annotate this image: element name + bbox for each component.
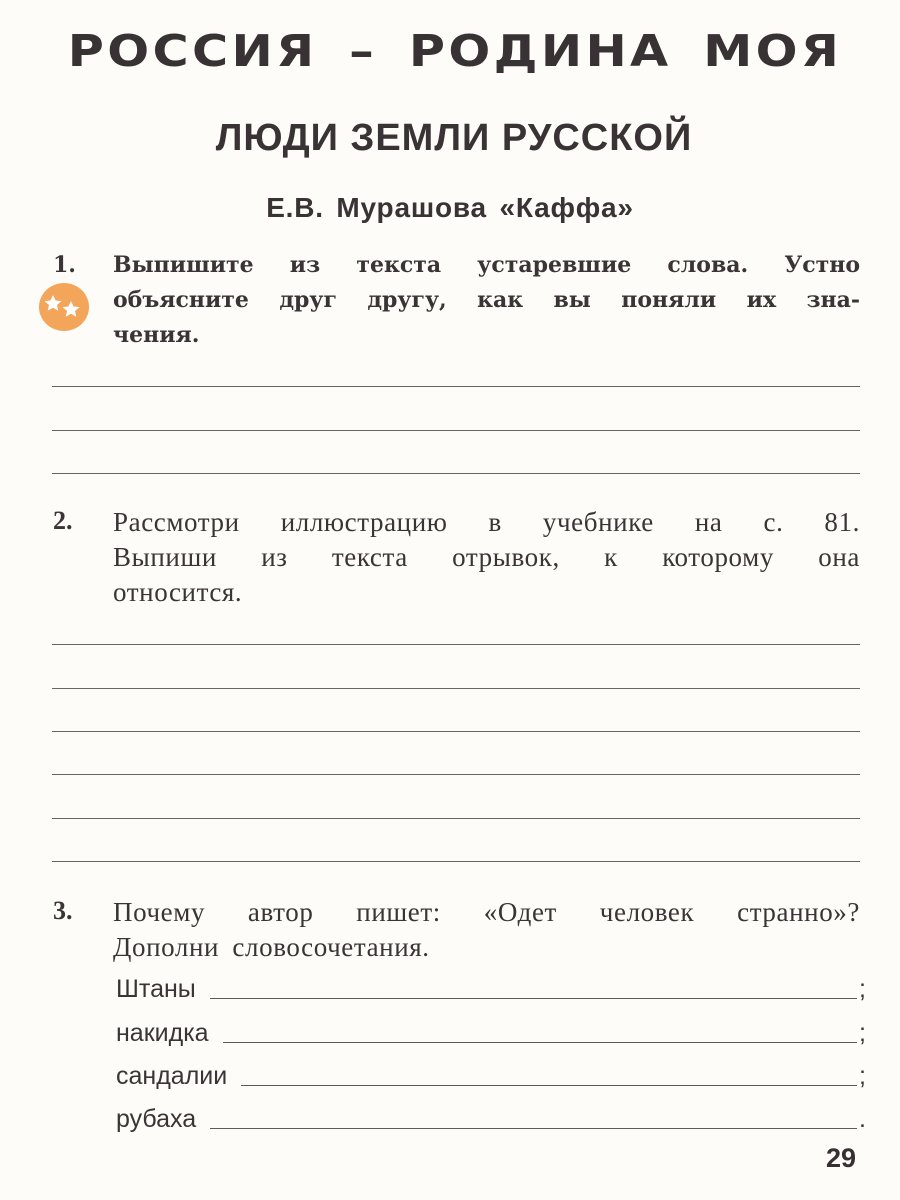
fill-in-punctuation: ;	[859, 1062, 866, 1090]
answer-line-2-1[interactable]	[52, 644, 860, 645]
fill-in-blank[interactable]	[223, 1042, 857, 1043]
fill-in-punctuation: ;	[859, 1019, 866, 1047]
task-2-line: Рассмотри иллюстрацию в учебнике на с. 81.	[113, 507, 860, 537]
task-1-line: объясните друг другу, как вы поняли их зна-	[113, 287, 860, 313]
fill-in-blank[interactable]	[241, 1085, 857, 1086]
task-3-text	[113, 895, 860, 965]
work-title: Е.В. Мурашова «Каффа»	[266, 192, 634, 223]
task-2-line: относится.	[113, 577, 243, 607]
fill-in-row	[116, 1057, 866, 1091]
task-3-line: Почему автор пишет: «Одет человек странно»?	[113, 897, 860, 927]
answer-line-2-4[interactable]	[52, 774, 860, 775]
fill-in-label: накидка	[116, 1019, 209, 1047]
task-3-line: Дополни словосочетания.	[113, 932, 430, 962]
answer-line-1-2[interactable]	[52, 430, 860, 431]
answer-line-2-3[interactable]	[52, 731, 860, 732]
fill-in-row	[116, 1014, 866, 1048]
fill-in-label: Штаны	[116, 975, 196, 1003]
fill-in-label: сандалии	[116, 1062, 228, 1090]
fill-in-row	[116, 1100, 866, 1134]
section-title: ЛЮДИ ЗЕМЛИ РУССКОЙ	[215, 117, 693, 159]
two-stars-icon	[39, 283, 89, 331]
task-2-line: Выпиши из текста отрывок, к которому она	[113, 542, 860, 572]
answer-line-1-3[interactable]	[52, 473, 860, 474]
fill-in-punctuation: ;	[859, 975, 866, 1003]
task-1-line: чения.	[113, 322, 200, 348]
task-1-text	[113, 248, 860, 353]
task-2-text	[113, 505, 860, 610]
chapter-title: РОССИЯ – РОДИНА МОЯ	[67, 26, 843, 77]
answer-line-1-1[interactable]	[52, 386, 860, 387]
fill-in-blank[interactable]	[210, 998, 857, 999]
answer-line-2-6[interactable]	[52, 861, 860, 862]
fill-in-punctuation: .	[859, 1105, 866, 1133]
fill-in-label: рубаха	[116, 1105, 197, 1133]
task-1-number: 1.	[53, 252, 76, 278]
fill-in-blank[interactable]	[210, 1128, 857, 1129]
page-number: 29	[826, 1143, 857, 1173]
answer-line-2-5[interactable]	[52, 818, 860, 819]
task-2-number: 2.	[53, 506, 73, 535]
fill-in-row	[116, 970, 866, 1004]
task-3-number: 3.	[53, 896, 73, 925]
answer-line-2-2[interactable]	[52, 688, 860, 689]
task-1-line: Выпишите из текста устаревшие слова. Устно	[113, 252, 860, 278]
